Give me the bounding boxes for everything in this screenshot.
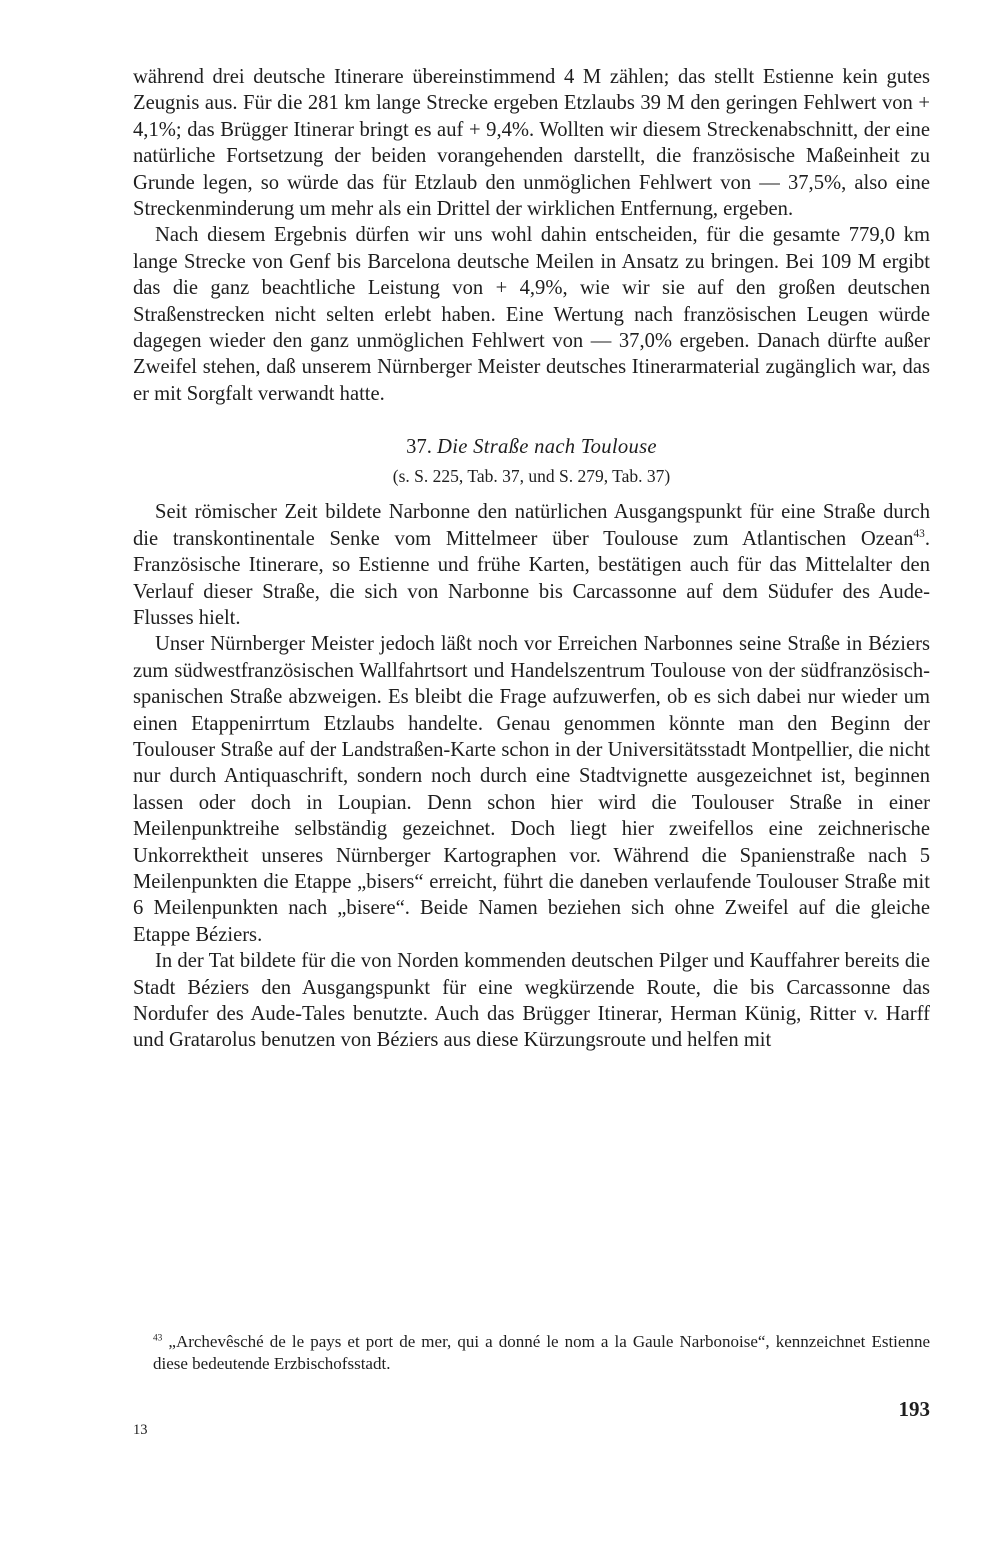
footnote-text: „Archevêsché de le pays et port de mer, qui a donné le nom a la Gaule Narbonoise“, kennzeichnet Estienne diese bedeutende Erzbischofsstadt. — [153, 1332, 930, 1373]
footnote-marker: 43 — [153, 1333, 163, 1344]
body-paragraph: In der Tat bildete für die von Norden kommenden deutschen Pilger und Kauffahrer bereits die Stadt Béziers den Ausgangspunkt für eine wegkürzende Route, die bis Carcassonne das Nordufer des Aude-Tales benutzte. Auch das Brügger Itinerar, Herman Künig, Ritter v. Harff und Gratarolus benutzen von Béziers aus diese Kürzungsroute und helfen mit — [133, 950, 930, 1052]
body-paragraph: Unser Nürnberger Meister jedoch läßt noch vor Erreichen Narbonnes seine Straße in Béziers zum südwestfranzösischen Wallfahrtsort und Handelszentrum Toulouse von der südfranzösisch-spanischen Straße abzweigen. Es bleibt die Frage aufzuwerfen, ob es sich dabei nur wieder um einen Etappenirrtum Etzlaubs handelte. Genau genommen könnte man den Beginn der Toulouser Straße auf der Landstraßen-Karte schon in der Universitätsstadt Montpellier, die nicht nur durch Antiquaschrift, sondern noch durch eine Stadtvignette ausgezeichnet ist, beginnen lassen oder doch in Loupian. Denn schon hier wird die Toulouser Straße in einer Meilenpunktreihe selbständig gezeichnet. Doch liegt hier zweifellos eine zeichnerische Unkorrektheit unseres Nürnberger Kartographen vor. Während die Spanienstraße nach 5 Meilenpunkten die Etappe „bisers“ erreicht, führt die daneben verlaufende Toulouser Straße mit 6 Meilenpunkten nach „bisere“. Beide Namen beziehen sich ohne Zweifel auf die gleiche Etappe Béziers. — [133, 633, 930, 946]
section-reference: (s. S. 225, Tab. 37, und S. 279, Tab. 37) — [392, 466, 671, 487]
page-body — [133, 64, 930, 1054]
footnote-body — [133, 1331, 930, 1375]
body-paragraph: während drei deutsche Itinerare übereinstimmend 4 M zählen; das stellt Estienne kein gutes Zeugnis aus. Für die 281 km lange Strecke ergeben Etzlaubs 39 M den geringen Fehlwert von + 4,1%; das Brügger Itinerar bringt es auf + 9,4%. Wollten wir diesem Streckenabschnitt, der eine natürliche Fortsetzung der beiden vorangehenden darstellt, die französische Maßeinheit zu Grunde legen, so würde das für Etzlaub den unmöglichen Fehlwert von — 37,5%, also eine Streckenminderung um mehr als ein Drittel der wirklichen Entfernung, ergeben. — [133, 66, 930, 221]
section-number: 37. — [406, 436, 432, 459]
paragraph-text: . Französische Itinerare, so Estienne und frühe Karten, bestätigen auch für das Mittelalter den Verlauf dieser Straße, die sich von Narbonne bis Carcassonne auf dem Südufer des Aude-Flusses hielt. — [133, 527, 930, 629]
footnote-reference: 43 — [913, 527, 925, 540]
body-paragraph: Nach diesem Ergebnis dürfen wir uns wohl dahin entscheiden, für die gesamte 779,0 km lange Strecke von Genf bis Barcelona deutsche Meilen in Ansatz zu bringen. Bei 109 M ergibt das die ganz beachtliche Leistung von + 4,9%, wie wir sie auf den großen deutschen Straßenstrecken nicht selten erlebt haben. Eine Wertung nach französischen Leugen würde dagegen wieder den ganz unmöglichen Fehlwert von — 37,0% ergeben. Danach dürfte außer Zweifel stehen, daß unserem Nürnberger Meister deutsches Itinerarmaterial zugänglich war, das er mit Sorgfalt verwandt hatte. — [133, 224, 930, 405]
section-heading — [133, 433, 930, 461]
signature-mark: 13 — [133, 1422, 148, 1438]
paragraph-text: Seit römischer Zeit bildete Narbonne den natürlichen Ausgangspunkt für eine Straße durch die transkontinentale Senke vom Mittelmeer über Toulouse zum Atlantischen Ozean — [133, 501, 930, 550]
page-number: 193 — [898, 1397, 930, 1421]
body-paragraph — [133, 499, 930, 631]
section-title: Die Straße nach Toulouse — [437, 436, 657, 459]
footnote — [133, 1331, 930, 1375]
